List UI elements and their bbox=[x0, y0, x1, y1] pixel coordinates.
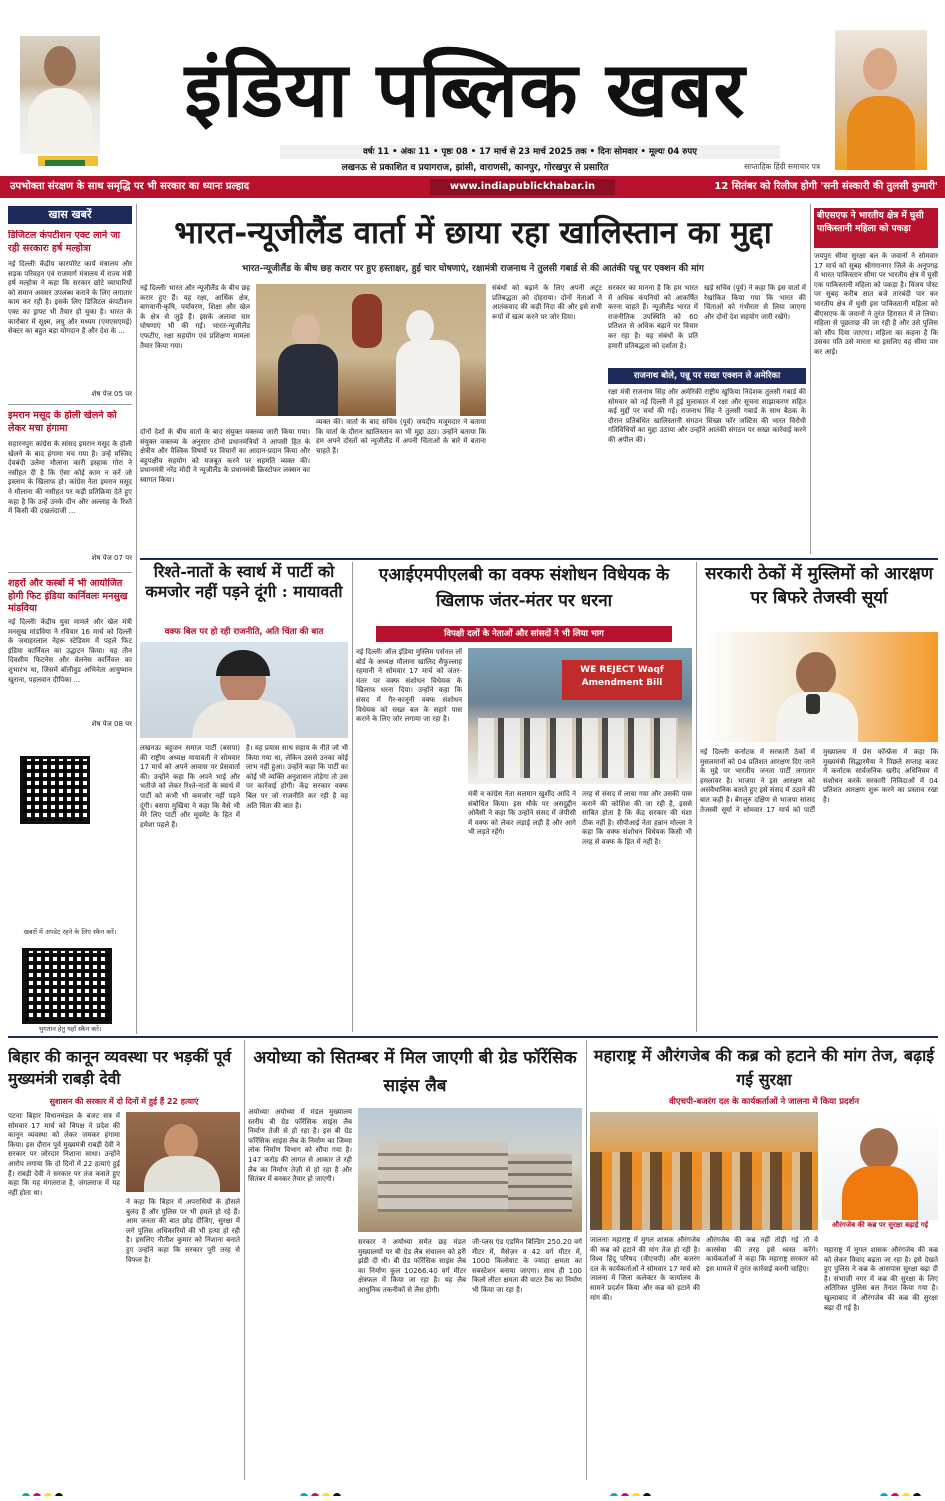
lead-headline: भारत-न्यूजीलैंड वार्ता में छाया रहा खालिस्तान का मुद्दा bbox=[174, 215, 772, 251]
mayawati-photo bbox=[140, 642, 348, 738]
masthead bbox=[0, 0, 945, 188]
waqf-headline: एआईएमपीएलबी का वक्फ संशोधन विधेयक के खिलाफ जंतर-मंतर पर धरना bbox=[378, 565, 670, 611]
registration-marks-left bbox=[22, 1486, 82, 1496]
waqf-story bbox=[356, 562, 692, 1032]
sidebar-text-2: सहारनपुरः कांग्रेस के सांसद इमरान मसूद के होली खेलने के बाद हंगामा मच गया है। उन्हें मस्जिद देवबंदी उलेमा मौलाना कारी इस्हाक गोरा ने नसीहत दी है कि ऐसा कोई काम न करें जो इस्लाम के खिलाफ हो। कांग्रेस नेता इमरान मसूद ने मौलाना की नसीहत पर कड़ी प्रतिक्रिया देते हुए कहा है कि उन्हें उनके दीन और अल्लाह के रिश्ते में किसी की दखलंदाजी ... bbox=[8, 440, 132, 516]
waqf-text: नई दिल्लीः ऑल इंडिया मुस्लिम पर्सनल लॉ बोर्ड के अध्यक्ष मौलाना खालिद सैफुल्लाह रहमानी ने सोमवार 17 मार्च को जंतर-मंतर पर वक्फ संशोधन विधेयक के खिलाफ धरना दिया। उन्होंने कहा कि संसद में गैर-कानूनी वक्फ संशोधन विधेयक को सख्त बल के सहारे पास कराने के लिए जोर लगाया जा रहा है। bbox=[356, 648, 462, 724]
lead-text-c: व्यक्त की। वार्ता के बाद सचिव (पूर्व) जयदीप मजूमदार ने बताया कि वार्ता के दौरान खालिस्तान का भी मुद्दा उठा। उन्होंने बताया कि हम अपने दोस्तों को न्यूजीलैंड में अपनी चिंताओं के बारे में बताना चाहते हैं। bbox=[316, 418, 486, 455]
waqf-text-2: मंत्री व कांग्रेस नेता सलमान खुर्शीद आदि ने संबोधित किया। इस मौके पर असदुद्दीन ओवैसी ने कहा कि उन्होंने संसद में जेपीसी में वक्फ को लेकर लड़ाई लड़ी है और आगे भी लड़ते रहेंगे। bbox=[468, 790, 576, 837]
forensic-text-3: जी-प्लस एंड एडमिन बिल्डिंग 250.20 वर्ग मीटर में, मैसेज़र व 42 वर्ग मीटर में, 1000 किलोवाट के ज्यादा क्षमता का सबस्टेशन बनाया जाएगा। साथ ही 100 किलो लीटर क्षमता की वाटर टैंक का निर्माण भी किया जा रहा है। bbox=[472, 1238, 582, 1294]
portrait-right bbox=[835, 30, 927, 170]
mayawati-story bbox=[140, 562, 348, 1032]
sidebar-headline-1: डिजिटल कंपटीशन एक्ट लाने जा रही सरकारः हर्ष मल्होत्रा bbox=[8, 230, 121, 254]
right-headline: बीएसएफ ने भारतीय क्षेत्र में घुसी पाकिस्तानी महिला को पकड़ा bbox=[814, 208, 938, 248]
sidebar-headline-2: इमरान मसूद के होली खेलने को लेकर मचा हंगामा bbox=[8, 410, 117, 434]
portrait-left bbox=[20, 36, 100, 154]
bihar-text: पटनाः बिहार विधानमंडल के बजट सत्र में सोमवार 17 मार्च को विपक्ष ने प्रदेश की कानून व्यवस्था को लेकर जमकर हंगामा किया। इस दौरान पूर्व मुख्यमंत्री राबड़ी देवी ने सरकार पर जोरदार निशाना साधा। उन्होंने आरोप लगाया कि दो दिनों में 22 हत्याएं हुई हैं। राबड़ी देवी ने सरकार पर तंज कसते हुए कहा कि यह मंगलराज है, जंगलराज में यह नहीं होता था। bbox=[8, 1112, 120, 1197]
bihar-subhead: सुशासन की सरकार में दो दिनों में हुई हैं 22 हत्याएं bbox=[49, 1097, 199, 1106]
waqf-text-3: तरह से संसद में लाया गया और उसकी पास कराने की कोशिश की जा रही है, इससे साबित होता है कि केंद्र सरकार की मंशा ठीक नहीं है। सीपीआई नेता हन्नान मोल्ला ने कहा कि वक्फ संशोधन विधेयक किसी भी तरह से वक्फ के हित में नहीं है। bbox=[582, 790, 692, 846]
waqf-photo bbox=[468, 648, 692, 784]
lead-box-text: रक्षा मंत्री राजनाथ सिंह और अमेरिकी राष्ट्रीय खुफिया निदेशक तुलसी गबार्ड की सोमवार को नई दिल्ली में हुई मुलाकात में रक्षा और सूचना साझाकरण सहित कई मुद्दों पर चर्चा की गई। राजनाथ सिंह ने तुलसी गबार्ड के साथ बैठक के दौरान प्रतिबंधित खालिस्तानी संगठन सिख्स फॉर जस्टिस की भारत विरोधी गतिविधियों का मुद्दा उठाया और उन्होंने आतंकी संगठन पर सख्त कार्रवाई करने की अपील की। bbox=[608, 388, 806, 444]
lead-text-e: सरकार का मानना है कि हम भारत में अधिक कंपनियों को आकर्षित करना चाहते हैं। न्यूजीलैंड भारत में राजनीतिक उपस्थिति को 60 प्रतिशत से अधिक बढ़ाने पर विचार कर रहा है। यह संबंधों के प्रति हमारी प्रतिबद्धता को दर्शाता है। bbox=[608, 284, 698, 350]
mayawati-headline: रिश्ते-नातों के स्वार्थ में पार्टी को कमजोर नहीं पड़ने दूंगी : मायावती bbox=[145, 562, 343, 601]
qr-code-payment[interactable] bbox=[22, 948, 112, 1024]
sidebar-heading: खास खबरें bbox=[8, 206, 132, 224]
issue-meta-strip bbox=[280, 145, 780, 159]
ribbon-right-text: 12 सितंबर को रिलीज होगी 'सनी संस्कारी की तुलसी कुमारी' bbox=[714, 181, 938, 192]
aurangzeb-photo-protest bbox=[590, 1112, 818, 1230]
tejasvi-text: नई दिल्लीः कर्नाटक में सरकारी ठेकों में मुसलमानों को 04 प्रतिशत आरक्षण दिए जाने के मुद्दे पर भारतीय जनता पार्टी लगातार हमलावर है। भाजपा ने इस आरक्षण को असंवैधानिक बताते हुए इसे संसद में उठाने की बात कही है। बेंगलुरु दक्षिण से भाजपा सांसद तेजस्वी सूर्या ने सोमवार 17 मार्च को पार्टी मुख्यालय में प्रेस कॉन्फ्रेंस में कहा कि मुख्यमंत्री सिद्धारमैया ने पिछले सप्ताह बजट में कर्नाटक सार्वजनिक खरीद अधिनियम में संशोधन करके सरकारी निविदाओं में 04 प्रतिशत आरक्षण शुरू करने का प्रस्ताव रखा है। bbox=[700, 748, 938, 814]
sidebar-more-3: शेष पेज 08 पर bbox=[91, 720, 132, 728]
lead-story bbox=[140, 204, 806, 554]
lead-text-f: खड़े सचिव (पूर्व) ने कहा कि इस वार्ता में रेखांकित किया गया कि भारत की चिंताओं को गंभीरता से लिया जाएगा और दोनों देश सहयोग जारी रखेंगे। bbox=[704, 284, 806, 321]
lead-text-d: संबंधों को बढ़ाने के लिए अपनी अटूट प्रतिबद्धता को दोहराया। दोनों नेताओं ने आतंकवाद की कड़ी निंदा की और इसे सभी रूपों में खत्म करने पर जोर दिया। bbox=[492, 284, 602, 321]
registration-marks-center bbox=[300, 1486, 360, 1496]
mayawati-subhead: वक्फ बिल पर हो रही राजनीति, अति चिंता की बात bbox=[164, 627, 324, 637]
issue-meta: वर्षः 11 • अंकः 11 • पृष्ठः 08 • 17 मार्च से 23 मार्च 2025 तक • दिनः सोमवार • मूल्यः 04 रुपए bbox=[363, 147, 697, 157]
sidebar-text-3: नई दिल्लीः केंद्रीय युवा मामले और खेल मंत्री मनसुख मांडविया ने रविवार 16 मार्च को दिल्ली के जवाहरलाल नेहरू स्टेडियम में पहले फिट इंडिया कार्निवल का उद्घाटन किया। यह तीन दिवसीय फिटनेस और वेलनेस कार्निवल का शुभारंभ था, जिसमें बॉलीवुड अभिनेता आयुष्मान खुराना, पहलवान दीपिका ... bbox=[8, 618, 132, 684]
registration-marks-right bbox=[880, 1486, 940, 1496]
lead-text-b: दोनों देशों के बीच वार्ता के बाद संयुक्त वक्तव्य जारी किया गया। संयुक्त वक्तव्य के अनुसार दोनों प्रधानमंत्रियों ने आपसी हित के क्षेत्रीय और वैश्विक विषयों पर विचारों का आदान-प्रदान किया और बहुपक्षीय सहयोग को मजबूत करने पर सहमति व्यक्त की। प्रधानमंत्री नरेंद्र मोदी ने न्यूजीलैंड के प्रधानमंत्री क्रिस्टोफर लक्सन का स्वागत किया। bbox=[140, 428, 310, 484]
aurangzeb-photo-leader bbox=[822, 1112, 938, 1220]
sidebar-headline-3: शहरों और कस्बों में भी आयोजित होगी फिट इंडिया कार्निवलः मनसुख मांडविया bbox=[8, 578, 128, 614]
lead-photo bbox=[256, 284, 486, 416]
top-ribbon bbox=[0, 176, 945, 198]
lead-box-headline: राजनाथ बोले, पन्नू पर सख्त एक्शन ले अमेरिका bbox=[608, 368, 806, 384]
forensic-photo bbox=[358, 1108, 582, 1232]
aurangzeb-text: जालनाः महाराष्ट्र में मुगल शासक औरंगजेब की कब्र को हटाने की मांग तेज हो रही है। विश्व हिंदू परिषद (वीएचपी) और बजरंग दल के कार्यकर्ताओं ने सोमवार 17 मार्च को जालना में जिला कलेक्टर के कार्यालय के सामने प्रदर्शन किया और कब्र को हटाने की मांग की। bbox=[590, 1236, 700, 1302]
sidebar bbox=[8, 204, 132, 1034]
bihar-photo bbox=[126, 1112, 240, 1192]
forensic-story bbox=[248, 1040, 582, 1480]
aurangzeb-subhead: वीएचपी-बजरंग दल के कार्यकर्ताओं ने जालना में किया प्रदर्शन bbox=[668, 1097, 860, 1107]
ribbon-left-text: उपभोक्ता संरक्षण के साथ समृद्धि पर भी सरकार का ध्यानः प्रल्हाद bbox=[10, 181, 250, 192]
editions-line: लखनऊ से प्रकाशित व प्रयागराज, झांसी, वाराणसी, कानपुर, गोरखपुर से प्रसारित bbox=[341, 163, 609, 173]
right-text: जयपुरः सीमा सुरक्षा बल के जवानों ने सोमवार 17 मार्च को सुबह श्रीगंगानगर जिले के अनूपगढ़ में भारत पाकिस्तान सीमा पर भारतीय क्षेत्र में घुसी एक पाकिस्तानी महिला को पकड़ा है। विजय पोस्ट पर सुबह करीब सात बजे तारबंदी पार कर भारतीय क्षेत्र में घुसी इस पाकिस्तानी महिला को बीएसएफ के जवानों ने तुरंत हिरासत में ले लिया। महिला से पूछताछ की जा रही है और उसे पुलिस को सौंप दिया जाएगा। महिला का कहना है कि उसका पति उसे मारता था इसलिए वह सीमा पार कर आई। bbox=[814, 252, 938, 356]
aurangzeb-text-2: औरंगजेब की कब्र नहीं तोड़ी गई तो वे कारसेवा की तरह इसे ध्वस्त करेंगे। कार्यकर्ताओं ने कहा कि महाराष्ट्र सरकार को इस मामले में तुरंत कार्रवाई करनी चाहिए। bbox=[706, 1236, 818, 1273]
sidebar-text-1: नई दिल्लीः केंद्रीय कारपोरेट कार्य मंत्रालय और सड़क परिवहन एवं राजमार्ग मंत्रालय में राज्य मंत्री हर्ष मल्होत्रा ने कहा कि सरकार छोटे व्यापारियों को समान अवसर उपलब्ध कराने के लिए लगातार काम कर रही है। इसके लिए डिजिटल कंपटीशन एक्ट का ड्राफ्ट भी तैयार हो चुका है। भारत के कारोबार में सूक्ष्म, लघु और मध्यम (एमएसएमई) सेक्टर का बहुत बड़ा योगदान है और देश के ... bbox=[8, 260, 132, 336]
weekly-tag: साप्ताहिक हिंदी समाचार पत्र bbox=[744, 162, 820, 171]
lead-subhead: भारत-न्यूजीलैंड के बीच छह करार पर हुए हस्ताक्षर, हुई चार घोषणाएं, रक्षामंत्री राजनाथ ने तुलसी गबार्ड से की आतंकी पन्नू पर एक्शन की मांग bbox=[242, 264, 704, 274]
mayawati-text: लखनऊः बहुजन समाज पार्टी (बसपा) की राष्ट्रीय अध्यक्ष मायावती ने सोमवार 17 मार्च को अपने आवास पर प्रेसवार्ता की। उन्होंने कहा कि अपने भाई और भतीजे को लेकर रिश्ते-नातों के स्वार्थ में पार्टी को कभी भी कमजोर नहीं पड़ने दूंगी। बसपा मुखिया ने कहा कि वैसे भी मेरे लिए पार्टी और मूवमेंट के हित में हमेशा पहले हैं। bbox=[140, 744, 240, 829]
mayawati-text-2: है। यह प्रयास साथ सहाय के नीते जो भी किया गया था, लेकिन उससे उनका कोई लाभ नहीं हुआ। उन्होंने कहा कि पार्टी का कोई भी व्यक्ति अनुशासन तोड़ेगा तो उस पर कार्रवाई होगी। केंद्र सरकार वक्फ बिल पर जो राजनीति कर रही है वह अति चिंता की बात है। bbox=[246, 744, 348, 810]
newspaper-title: इंडिया पब्लिक खबर bbox=[184, 45, 746, 134]
right-column-story bbox=[814, 208, 938, 554]
bihar-story bbox=[8, 1040, 240, 1480]
aurangzeb-headline: महाराष्ट्र में औरंगजेब की कब्र को हटाने की मांग तेज, बढ़ाई गई सुरक्षा bbox=[593, 1046, 935, 1089]
forensic-text-2: सरकार ने अयोध्या समेत छह मंडल मुख्यालयों पर बी ग्रेड लैब संचालन को हरी झंडी दी थी। बी ग्रेड फॉरेंसिक साइंस लैब का निर्माण कुल 10266.40 वर्ग मीटर क्षेत्रफल में किया जा रहा है। यह लैब आधुनिक तकनीकों से लैस होगी। bbox=[358, 1238, 466, 1294]
waqf-subhead: विपक्षी दलों के नेताओं और सांसदों ने भी लिया भाग bbox=[376, 626, 672, 642]
bihar-headline: बिहार की कानून व्यवस्था पर भड़कीं पूर्व मुख्यमंत्री राबड़ी देवी bbox=[8, 1047, 232, 1088]
tejasvi-story bbox=[700, 562, 938, 1032]
qr-caption-payment: भुगतान हेतु यहाँ स्कैन करें। bbox=[38, 1025, 102, 1033]
qr-code-news[interactable] bbox=[20, 756, 90, 824]
aurangzeb-text-3: महाराष्ट्र में मुगल शासक औरंगजेब की कब्र को लेकर विवाद बढ़ता जा रहा है। इसे देखते हुए पुलिस ने कब्र के आसपास सुरक्षा बढ़ा दी है। संभाजी नगर में कब्र की सुरक्षा के लिए अतिरिक्त पुलिस बल तैनात किया गया है। खुल्दाबाद में औरंगजेब की कब्र की सुरक्षा बढ़ा दी गई है। bbox=[824, 1246, 938, 1312]
aurangzeb-story bbox=[590, 1040, 938, 1480]
forensic-text: अयोध्याः अयोध्या में मंडल मुख्यालय स्तरीय बी ग्रेड फॉरेंसिक साइंस लैब निर्माण तेजी से हो रहा है। इस बी ग्रेड फॉरेंसिक साइंस लैब के निर्माण का जिम्मा लोक निर्माण विभाग को सौंपा गया है। 147 करोड़ की लागत से आकार ले रही लैब का निर्माण तेज़ी से हो रहा है और सितंबर में बनकर तैयार हो जाएगी। bbox=[248, 1108, 352, 1184]
lead-text-a: नई दिल्लीः भारत और न्यूजीलैंड के बीच छह करार हुए हैं। यह रक्षा, आर्थिक क्षेत्र, बागवानी-कृषि, पर्यावरण, शिक्षा और खेल के क्षेत्र से जुड़े हैं। इसके अलावा चार घोषणाएं भी की गईं। भारत-न्यूजीलैंड एफटीए, रक्षा सहयोग एवं प्रशिक्षण मामला तैयार किया गया। bbox=[140, 284, 250, 350]
bihar-text-2: ने कहा कि बिहार में अपराधियों के हौसले बुलंद हैं और पुलिस पर भी हमले हो रहे हैं। आम जनता की बात छोड़ दीजिए, सुरक्षा में लगे पुलिस अधिकारियों की भी हत्या हो रही है। इसलिए नीतीश कुमार को निशाना बनाते हुए उन्होंने कहा कि सरकार पूरी तरह से विफल है। bbox=[126, 1198, 240, 1264]
qr-caption-news: खबरों में अपडेट रहने के लिए स्कैन करें। bbox=[23, 928, 117, 936]
website-link[interactable]: www.indiapublickhabar.in bbox=[430, 179, 615, 195]
registration-marks-mid bbox=[610, 1486, 670, 1496]
tejasvi-headline: सरकारी ठेकों में मुस्लिमों को आरक्षण पर बिफरे तेजस्वी सूर्या bbox=[705, 564, 933, 608]
tejasvi-photo bbox=[700, 632, 938, 742]
sidebar-more-2: शेष पेज 07 पर bbox=[91, 554, 132, 562]
aurangzeb-photo-caption: औरंगजेब की कब्र पर सुरक्षा बढ़ाई गई bbox=[831, 1221, 929, 1229]
sidebar-more-1: शेष पेज 05 पर bbox=[91, 390, 132, 398]
waqf-banner: WE REJECT Waqf Amendment Bill bbox=[562, 660, 682, 700]
forensic-headline: अयोध्या को सितम्बर में मिल जाएगी बी ग्रेड फॉरेंसिक साइंस लैब bbox=[253, 1048, 577, 1096]
